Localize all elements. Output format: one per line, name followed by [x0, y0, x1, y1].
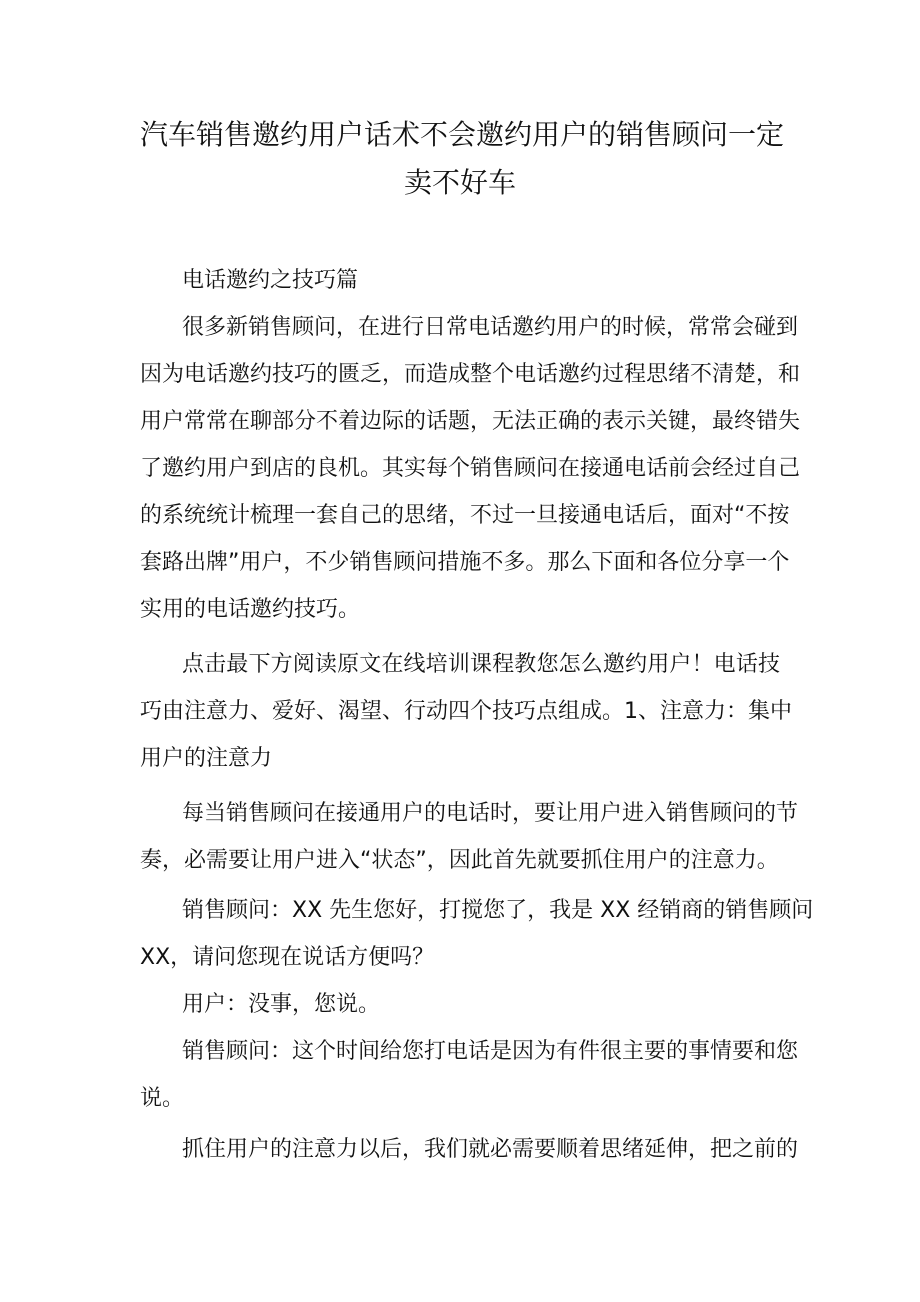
- section-heading: 电话邀约之技巧篇: [182, 268, 359, 293]
- paragraph-line: 了邀约用户到店的良机。其实每个销售顾问在接通电话前会经过自己: [140, 456, 801, 481]
- document-title-line-1: 汽车销售邀约用户话术不会邀约用户的销售顾问一定: [140, 118, 785, 151]
- paragraph-line: 抓住用户的注意力以后，我们就必需要顺着思绪延伸，把之前的: [182, 1137, 799, 1162]
- paragraph-line: 实用的电话邀约技巧。: [140, 597, 361, 622]
- paragraph-line: 很多新销售顾问，在进行日常电话邀约用户的时候，常常会碰到: [182, 315, 799, 340]
- paragraph-line: 套路出牌”用户，不少销售顾问措施不多。那么下面和各位分享一个: [140, 550, 790, 575]
- dialogue-line: 销售顾问：这个时间给您打电话是因为有件很主要的事情要和您: [182, 1039, 799, 1064]
- paragraph-line: 因为电话邀约技巧的匮乏，而造成整个电话邀约过程思绪不清楚，和: [140, 362, 801, 387]
- document-title-line-2: 卖不好车: [403, 166, 516, 199]
- dialogue-line: 用户：没事，您说。: [182, 992, 381, 1017]
- dialogue-line: XX，请问您现在说话方便吗？: [140, 945, 435, 970]
- paragraph-line: 奏，必需要让用户进入“状态”，因此首先就要抓住用户的注意力。: [140, 848, 779, 873]
- dialogue-line: 销售顾问：XX 先生您好，打搅您了，我是 XX 经销商的销售顾问: [182, 898, 814, 923]
- paragraph-line: 用户常常在聊部分不着边际的话题，无法正确的表示关键，最终错失: [140, 409, 801, 434]
- paragraph-line: 的系统统计梳理一套自己的思绪，不过一旦接通电话后，面对“不按: [140, 503, 790, 528]
- dialogue-line: 说。: [140, 1086, 185, 1111]
- paragraph-line: 每当销售顾问在接通用户的电话时，要让用户进入销售顾问的节: [182, 801, 799, 826]
- paragraph-line: 用户的注意力: [140, 746, 273, 771]
- paragraph-line: 巧由注意力、爱好、渴望、行动四个技巧点组成。1、注意力：集中: [140, 699, 792, 724]
- paragraph-line: 点击最下方阅读原文在线培训课程教您怎么邀约用户！电话技: [182, 652, 780, 677]
